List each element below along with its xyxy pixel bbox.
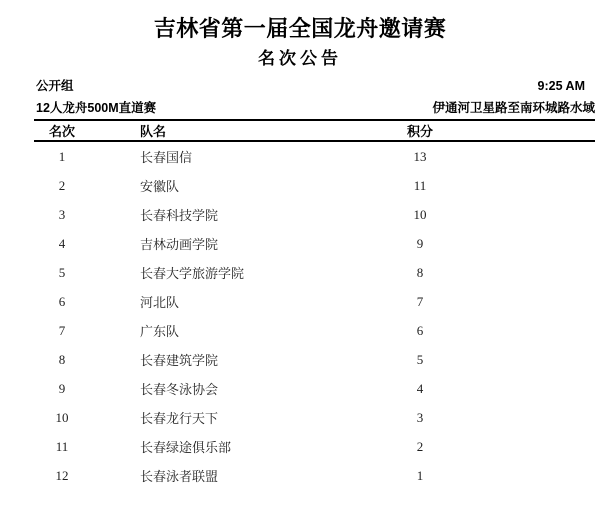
rank-cell: 8 [58, 351, 66, 367]
rank-cell: 5 [58, 264, 66, 280]
team-cell: 安徽队 [140, 179, 180, 194]
table-row [34, 461, 595, 490]
table-row [34, 258, 595, 287]
info-row-event-venue [34, 102, 595, 115]
page-subtitle: 名次公告 [258, 49, 342, 68]
rank-cell: 3 [58, 206, 66, 222]
table-row [34, 316, 595, 345]
table-body [34, 142, 595, 490]
team-cell: 长春绿途俱乐部 [140, 440, 232, 455]
points-cell: 13 [413, 148, 427, 164]
rank-cell: 12 [55, 467, 69, 483]
page-title: 吉林省第一届全国龙舟邀请赛 [153, 16, 447, 41]
content-area [34, 80, 595, 490]
team-cell: 长春龙行天下 [140, 411, 219, 426]
header-points: 积分 [406, 124, 433, 139]
rank-cell: 4 [58, 235, 66, 251]
team-cell: 长春国信 [140, 150, 193, 165]
rank-cell: 10 [55, 409, 69, 425]
info-row-group-time [34, 80, 595, 93]
rank-cell: 1 [58, 148, 66, 164]
team-cell: 吉林动画学院 [140, 237, 219, 252]
team-cell: 长春科技学院 [140, 208, 219, 223]
event-label: 12人龙舟500M直道赛 [36, 101, 157, 115]
table-row [34, 432, 595, 461]
points-cell: 1 [416, 467, 424, 483]
team-cell: 长春建筑学院 [140, 353, 219, 368]
points-cell: 2 [416, 438, 424, 454]
table-row [34, 171, 595, 200]
points-cell: 10 [413, 206, 427, 222]
points-cell: 11 [413, 177, 427, 193]
table-row [34, 403, 595, 432]
rank-cell: 9 [58, 380, 66, 396]
rank-cell: 6 [58, 293, 66, 309]
time-label: 9:25 AM [537, 79, 585, 93]
table-row [34, 287, 595, 316]
rank-cell: 11 [55, 438, 69, 454]
table-row [34, 200, 595, 229]
rank-cell: 7 [58, 322, 66, 338]
team-cell: 长春大学旅游学院 [140, 266, 245, 281]
points-cell: 6 [416, 322, 424, 338]
table-row [34, 374, 595, 403]
points-cell: 4 [416, 380, 424, 396]
team-cell: 广东队 [140, 324, 180, 339]
rank-cell: 2 [58, 177, 66, 193]
points-cell: 5 [416, 351, 424, 367]
venue-label: 伊通河卫星路至南环城路水域 [432, 101, 595, 115]
points-cell: 7 [416, 293, 424, 309]
group-label: 公开组 [36, 79, 74, 93]
team-cell: 河北队 [140, 295, 180, 310]
points-cell: 3 [416, 409, 424, 425]
table-row [34, 229, 595, 258]
header-team: 队名 [140, 124, 167, 139]
team-cell: 长春冬泳协会 [140, 382, 219, 397]
header-rank: 名次 [48, 124, 75, 139]
team-cell: 长春泳者联盟 [140, 469, 219, 484]
table-row [34, 142, 595, 171]
table-header-row [34, 121, 595, 140]
table-row [34, 345, 595, 374]
points-cell: 9 [416, 235, 424, 251]
points-cell: 8 [416, 264, 424, 280]
